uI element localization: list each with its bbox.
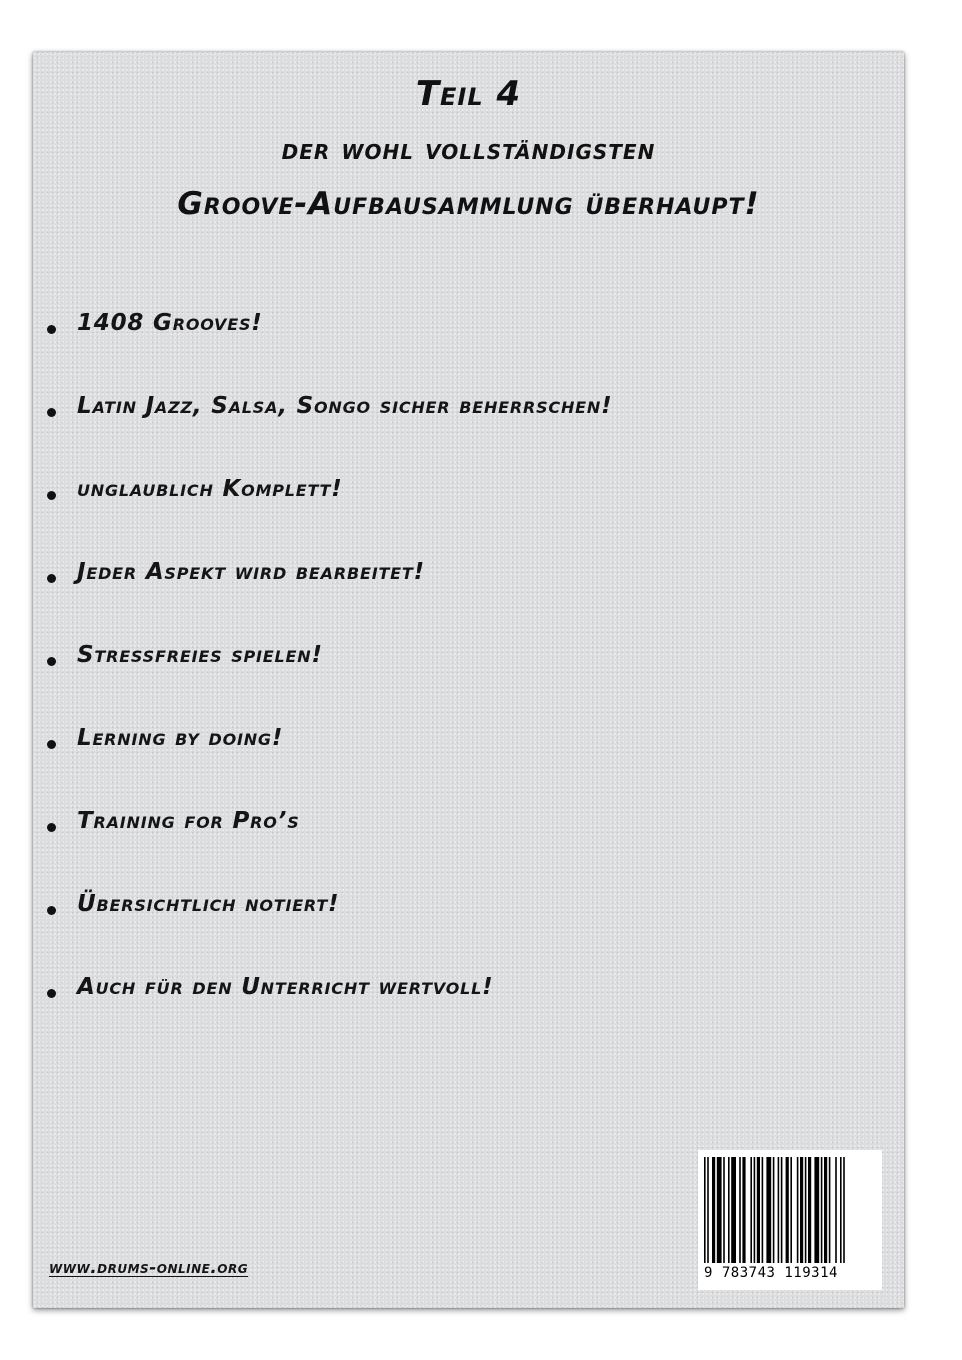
feature-item (47, 310, 867, 393)
bullet-icon (47, 657, 56, 666)
barcode-bar (739, 1157, 741, 1263)
feature-text: Lerning by doing! (77, 725, 284, 751)
bullet-icon (47, 491, 56, 500)
barcode-digits: 9 783743 119314 (704, 1265, 838, 1281)
feature-item (47, 891, 867, 974)
barcode-bar (754, 1157, 756, 1263)
feature-item (47, 559, 867, 642)
feature-item (47, 642, 867, 725)
barcode-bar (766, 1157, 771, 1263)
barcode-bar (712, 1157, 715, 1263)
barcode-bar (728, 1157, 730, 1263)
barcode-bar (762, 1157, 764, 1263)
barcode-bar (814, 1157, 819, 1263)
barcode-bar (797, 1157, 799, 1263)
bullet-icon (47, 740, 56, 749)
book-back-cover (33, 52, 904, 1308)
barcode-bar (757, 1157, 760, 1263)
barcode-bar (750, 1157, 752, 1263)
barcode-bar (824, 1157, 827, 1263)
barcode-bar (790, 1157, 792, 1263)
feature-text: unglaublich Komplett! (77, 476, 343, 502)
barcode-bar (821, 1157, 823, 1263)
feature-item (47, 393, 867, 476)
feature-text: Stressfreies spielen! (77, 642, 323, 668)
barcode-bar (835, 1157, 837, 1263)
feature-item (47, 974, 867, 1057)
feature-text: 1408 Grooves! (77, 310, 263, 336)
barcode-bar (731, 1157, 736, 1263)
feature-item (47, 476, 867, 559)
feature-text: Latin Jazz, Salsa, Songo sicher beherrschen! (77, 393, 613, 419)
barcode-bar (717, 1157, 722, 1263)
feature-text: Auch für den Unterricht wertvoll! (77, 974, 494, 1000)
title-line-1: Teil 4 (415, 74, 522, 114)
barcode-bar (800, 1157, 803, 1263)
bullet-icon (47, 408, 56, 417)
barcode-bar (707, 1157, 709, 1263)
feature-item (47, 808, 867, 891)
feature-text: Training for Pro’s (77, 808, 300, 834)
bullet-icon (47, 989, 56, 998)
barcode-bar (829, 1157, 831, 1263)
barcode-bar (808, 1157, 811, 1263)
barcode-bars (704, 1157, 876, 1263)
barcode-bar (742, 1157, 745, 1263)
barcode-bar (704, 1157, 706, 1263)
website-link[interactable]: www.drums-online.org (49, 1258, 249, 1278)
barcode-bar (786, 1157, 789, 1263)
bullet-icon (47, 325, 56, 334)
feature-list (47, 310, 867, 1057)
bullet-icon (47, 823, 56, 832)
feature-text: Jeder Aspekt wird bearbeitet! (77, 559, 425, 585)
title-line-3: Groove-Aufbausammlung überhaupt! (177, 186, 760, 222)
barcode-bar (773, 1157, 775, 1263)
barcode-bar (781, 1157, 783, 1263)
bullet-icon (47, 574, 56, 583)
bullet-icon (47, 906, 56, 915)
feature-text: Übersichtlich notiert! (77, 891, 340, 917)
title-line-2: der wohl vollständigsten (281, 132, 656, 166)
isbn-barcode (698, 1150, 882, 1290)
barcode-bar (723, 1157, 725, 1263)
barcode-bar (843, 1157, 845, 1263)
barcode-bar (840, 1157, 842, 1263)
barcode-bar (778, 1157, 780, 1263)
feature-item (47, 725, 867, 808)
barcode-bar (805, 1157, 807, 1263)
